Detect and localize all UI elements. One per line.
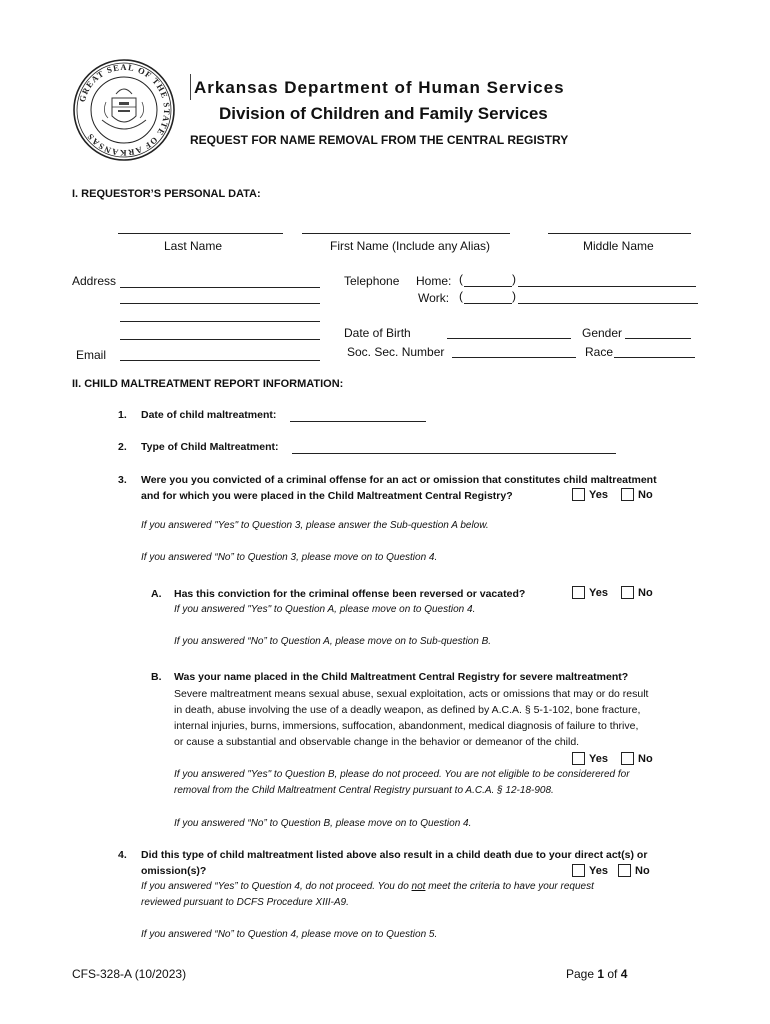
qb-definition-line4: or cause a substantial and observable change in the behavior or demeanor of the child. <box>174 736 580 748</box>
work-phone-close-paren: ) <box>512 289 516 303</box>
form-number: CFS-328-A (10/2023) <box>72 967 187 981</box>
page-indicator <box>566 967 627 981</box>
address-line-2-field[interactable] <box>120 303 320 304</box>
home-phone-field[interactable] <box>518 286 696 287</box>
qb-yes-instruction-line1: If you answered "Yes" to Question B, please do not proceed. You are not eligible to be considerered for <box>174 769 630 780</box>
q3-yes-instruction: If you answered "Yes" to Question 3, please answer the Sub-question A below. <box>141 520 489 531</box>
middle-name-label: Middle Name <box>583 239 654 253</box>
q3-no-instruction: If you answered “No” to Question 3, please move on to Question 4. <box>141 552 438 563</box>
email-field[interactable] <box>120 360 320 361</box>
race-label: Race <box>585 345 614 359</box>
q3-text-line1: Were you you convicted of a criminal offense for an act or omission that constitutes child maltreatment <box>141 474 657 486</box>
maltreatment-date-field[interactable] <box>290 421 426 422</box>
q3-no-checkbox[interactable] <box>621 488 634 501</box>
address-label: Address <box>72 274 117 288</box>
q3-text-line2: and for which you were placed in the Child Maltreatment Central Registry? <box>141 490 513 502</box>
ssn-field[interactable] <box>452 357 576 358</box>
work-phone-open-paren: ( <box>459 289 463 303</box>
qa-letter: A. <box>151 588 162 600</box>
work-phone-label: Work: <box>418 291 450 305</box>
first-name-field[interactable] <box>302 233 510 234</box>
qa-no-instruction: If you answered “No” to Question A, please move on to Sub-question B. <box>174 636 492 647</box>
qb-yes-instruction-line2: removal from the Child Maltreatment Central Registry pursuant to A.C.A. § 12-18-908. <box>174 785 554 796</box>
home-phone-label: Home: <box>416 274 452 288</box>
telephone-label: Telephone <box>344 274 400 288</box>
q2-text: Type of Child Maltreatment: <box>141 441 279 453</box>
division-name: Division of Children and Family Services <box>219 104 548 123</box>
department-name: Arkansas Department of Human Services <box>194 78 565 97</box>
qb-no-label: No <box>638 753 653 765</box>
qb-letter: B. <box>151 671 162 683</box>
q2-number: 2. <box>118 441 127 453</box>
q4-no-label: No <box>635 865 650 877</box>
qa-text: Has this conviction for the criminal offense been reversed or vacated? <box>174 588 526 600</box>
home-phone-open-paren: ( <box>459 272 463 286</box>
page-total: 4 <box>620 967 628 981</box>
address-line-3-field[interactable] <box>120 321 320 322</box>
section-1-title: I. REQUESTOR’S PERSONAL DATA: <box>72 188 261 200</box>
qb-yes-label: Yes <box>589 753 608 765</box>
section-2-title: II. CHILD MALTREATMENT REPORT INFORMATION: <box>72 378 344 390</box>
q3-yes-label: Yes <box>589 489 608 501</box>
q4-number: 4. <box>118 849 127 861</box>
email-label: Email <box>76 348 107 362</box>
address-line-4-field[interactable] <box>120 339 320 340</box>
last-name-label: Last Name <box>164 239 223 253</box>
q1-number: 1. <box>118 409 127 421</box>
qa-no-checkbox[interactable] <box>621 586 634 599</box>
middle-name-field[interactable] <box>548 233 691 234</box>
q4-text-line2: omission(s)? <box>141 865 207 877</box>
gender-field[interactable] <box>625 338 691 339</box>
maltreatment-type-field[interactable] <box>292 453 616 454</box>
q4-text-line1: Did this type of child maltreatment listed above also result in a child death due to your direct act(s) or <box>141 849 648 861</box>
qb-no-checkbox[interactable] <box>621 752 634 765</box>
home-phone-close-paren: ) <box>512 272 516 286</box>
q4-yes-checkbox[interactable] <box>572 864 585 877</box>
q1-text: Date of child maltreatment: <box>141 409 277 421</box>
q3-number: 3. <box>118 474 127 486</box>
qb-definition-line3: internal injuries, burns, immersions, suffocation, abandonment, medical diagnosis of failure to thrive, <box>174 720 639 732</box>
qb-definition-line1: Severe maltreatment means sexual abuse, sexual exploitation, acts or omissions that may or do result <box>174 688 649 700</box>
q3-no-label: No <box>638 489 653 501</box>
page-prefix: Page <box>566 967 598 981</box>
ssn-label: Soc. Sec. Number <box>347 345 445 359</box>
q4-no-instruction: If you answered “No” to Question 4, please move on to Question 5. <box>141 929 438 940</box>
qa-yes-checkbox[interactable] <box>572 586 585 599</box>
last-name-field[interactable] <box>118 233 283 234</box>
q4-yes-instruction-line1 <box>141 881 594 892</box>
work-phone-field[interactable] <box>518 303 698 304</box>
q4-yes-instruction-emphasis: not <box>411 881 426 892</box>
header-cursor-mark <box>190 74 191 100</box>
q4-yes-instruction-part1: If you answered “Yes” to Question 4, do not proceed. You do <box>141 881 412 892</box>
page-current: 1 <box>597 967 605 981</box>
form-title: REQUEST FOR NAME REMOVAL FROM THE CENTRAL REGISTRY <box>190 133 569 147</box>
qa-yes-instruction: If you answered "Yes" to Question A, please move on to Question 4. <box>174 604 476 615</box>
q4-yes-instruction-line2: reviewed pursuant to DCFS Procedure XIII-A9. <box>141 897 349 908</box>
qb-definition-line2: in death, abuse involving the use of a deadly weapon, as defined by A.C.A. § 5-1-102, bone fracture, <box>174 704 641 716</box>
race-field[interactable] <box>614 357 695 358</box>
qa-no-label: No <box>638 587 653 599</box>
qb-yes-checkbox[interactable] <box>572 752 585 765</box>
dob-field[interactable] <box>447 338 571 339</box>
dob-label: Date of Birth <box>344 326 411 340</box>
svg-text:GREAT SEAL OF THE STATE OF ARK: GREAT SEAL OF THE STATE OF ARKANSAS <box>76 61 173 159</box>
home-area-code-field[interactable] <box>464 286 512 287</box>
q3-yes-checkbox[interactable] <box>572 488 585 501</box>
qa-yes-label: Yes <box>589 587 608 599</box>
q4-yes-label: Yes <box>589 865 608 877</box>
gender-label: Gender <box>582 326 623 340</box>
qb-no-instruction: If you answered “No” to Question B, please move on to Question 4. <box>174 818 472 829</box>
first-name-label: First Name (Include any Alias) <box>330 239 491 253</box>
work-area-code-field[interactable] <box>464 303 512 304</box>
address-line-1-field[interactable] <box>120 287 320 288</box>
q4-no-checkbox[interactable] <box>618 864 631 877</box>
page-of: of <box>604 967 621 981</box>
q4-yes-instruction-part3: meet the criteria to have your request <box>425 881 594 892</box>
state-seal-logo <box>72 58 176 162</box>
qb-text: Was your name placed in the Child Maltreatment Central Registry for severe maltreatment? <box>174 671 629 683</box>
